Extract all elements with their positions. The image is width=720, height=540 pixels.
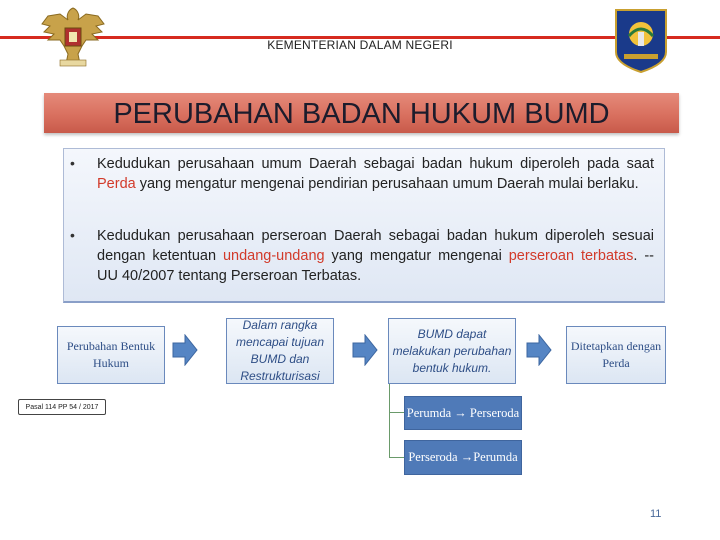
box-dalam-rangka: Dalam rangka mencapai tujuan BUMD dan Restrukturisasi — [226, 318, 334, 384]
bullet-text-segment: Kedudukan perusahaan perseroan Daerah sebagai badan hukum diperoleh sesuai dengan ketentuan — [97, 228, 654, 264]
arrow-right-icon — [526, 334, 552, 366]
ministry-name: KEMENTERIAN DALAM NEGERI — [267, 38, 453, 52]
bullet-text-segment: yang mengatur mengenai — [324, 248, 509, 264]
arrow-right-icon — [352, 334, 378, 366]
bullet-marker: • — [70, 155, 75, 171]
arrow-right-icon — [172, 334, 198, 366]
bullet-text-segment: Kedudukan perusahaan umum Daerah sebagai badan hukum diperoleh pada saat — [97, 156, 654, 172]
garuda-emblem-icon — [38, 2, 108, 72]
tree-connector — [389, 457, 404, 458]
page-title: PERUBAHAN BADAN HUKUM BUMD — [113, 98, 610, 130]
highlighted-term: undang-undang — [222, 248, 325, 264]
bullet-2-text — [97, 226, 654, 286]
bullet-text-segment: yang mengatur mengenai pendirian perusahaan umum Daerah mulai berlaku. — [135, 176, 639, 192]
box-ditetapkan-perda: Ditetapkan dengan Perda — [566, 326, 666, 384]
content-box — [63, 148, 665, 303]
highlighted-term: perseroan terbatas — [508, 248, 634, 264]
tree-connector — [389, 384, 390, 458]
bullet-marker: • — [70, 227, 75, 243]
title-bar — [44, 93, 679, 133]
legal-reference-note: Pasal 114 PP 54 / 2017 — [18, 399, 106, 415]
kemendagri-logo-icon — [612, 8, 670, 74]
option-perumda-to-perseroda: Perumda → Perseroda — [404, 396, 522, 430]
highlighted-term: Perda — [97, 176, 136, 192]
box-bumd-dapat: BUMD dapat melakukan perubahan bentuk hukum. — [388, 318, 516, 384]
option-perseroda-to-perumda: Perseroda →Perumda — [404, 440, 522, 475]
bullet-1-text — [97, 154, 654, 194]
bullet-text-segment: . -- UU 40/2007 tentang Perseroan Terbatas. — [97, 248, 655, 284]
page-number: 11 — [650, 508, 662, 520]
tree-connector — [389, 412, 404, 413]
box-perubahan-bentuk-hukum: Perubahan Bentuk Hukum — [57, 326, 165, 384]
